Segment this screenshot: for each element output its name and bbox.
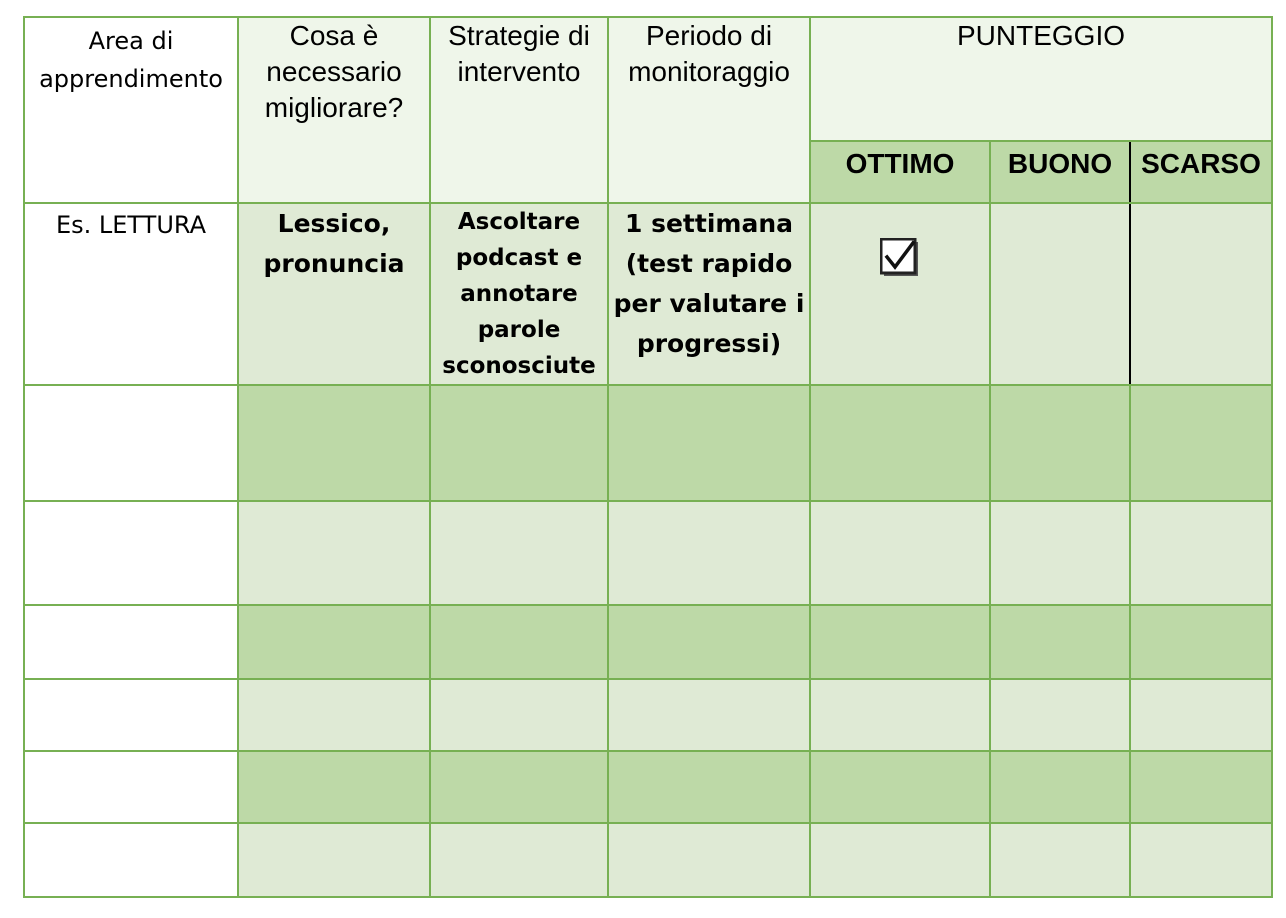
row-cell-buono[interactable] [990,605,1130,679]
example-row [24,203,1272,385]
example-improve-line-2: pronuncia [263,249,405,278]
header-score-label: PUNTEGGIO [956,20,1125,51]
header-improve-line-1: Cosa è [289,20,379,51]
row-cell-ottimo[interactable] [810,751,990,823]
example-period-line-3: per valutare i [613,289,805,318]
row-cell-ottimo[interactable] [810,501,990,605]
checkbox-checked-icon[interactable] [880,238,920,278]
header-improve-line-2: necessario [266,56,402,87]
header-period-line-2: monitoraggio [628,56,790,87]
table-row [24,605,1272,679]
row-cell-buono[interactable] [990,679,1130,751]
row-cell-buono[interactable] [990,751,1130,823]
row-cell-buono[interactable] [990,823,1130,897]
row-cell-ottimo[interactable] [810,605,990,679]
table-row [24,385,1272,501]
header-period-line-1: Periodo di [645,20,773,51]
header-area [24,17,238,203]
example-strategies-line-5: sconosciute [442,353,596,379]
row-cell-area[interactable] [24,679,238,751]
example-strategies-line-4: parole [477,317,561,343]
row-cell-scarso[interactable] [1130,605,1272,679]
row-cell-period[interactable] [608,605,810,679]
score-level-ottimo: OTTIMO [810,141,990,203]
header-area-line-1: Area di [88,27,174,55]
row-cell-improve[interactable] [238,823,430,897]
row-cell-scarso[interactable] [1130,679,1272,751]
score-level-buono: BUONO [990,141,1130,203]
header-strategies-line-1: Strategie di [448,20,590,51]
example-score-buono[interactable] [990,203,1130,385]
row-cell-ottimo[interactable] [810,385,990,501]
row-cell-period[interactable] [608,679,810,751]
example-strategies[interactable] [430,203,608,385]
row-cell-area[interactable] [24,385,238,501]
row-cell-scarso[interactable] [1130,385,1272,501]
header-area-line-2: apprendimento [39,65,223,93]
header-strategies [430,17,608,203]
row-cell-strategies[interactable] [430,679,608,751]
row-cell-period[interactable] [608,501,810,605]
example-strategies-line-2: podcast e [455,245,583,271]
example-improve-line-1: Lessico, [277,209,391,238]
row-cell-ottimo[interactable] [810,823,990,897]
example-period[interactable] [608,203,810,385]
example-strategies-line-3: annotare [460,281,578,307]
table-row [24,501,1272,605]
header-improve-line-3: migliorare? [264,92,404,123]
row-cell-improve[interactable] [238,679,430,751]
example-score-scarso[interactable] [1130,203,1272,385]
row-cell-period[interactable] [608,823,810,897]
example-improve[interactable] [238,203,430,385]
row-cell-scarso[interactable] [1130,823,1272,897]
row-cell-buono[interactable] [990,501,1130,605]
row-cell-area[interactable] [24,605,238,679]
table-row [24,679,1272,751]
row-cell-strategies[interactable] [430,751,608,823]
table-row [24,751,1272,823]
row-cell-area[interactable] [24,751,238,823]
row-cell-strategies[interactable] [430,823,608,897]
header-score [810,17,1272,141]
row-cell-improve[interactable] [238,385,430,501]
row-cell-improve[interactable] [238,501,430,605]
row-cell-scarso[interactable] [1130,751,1272,823]
example-period-line-4: progressi) [636,329,782,358]
header-period [608,17,810,203]
row-cell-strategies[interactable] [430,605,608,679]
example-period-line-1: 1 settimana [625,209,793,238]
example-strategies-line-1: Ascoltare [457,209,581,235]
score-level-scarso: SCARSO [1130,141,1272,203]
example-period-line-2: (test rapido [625,249,793,278]
header-row [24,17,1272,141]
row-cell-area[interactable] [24,823,238,897]
row-cell-ottimo[interactable] [810,679,990,751]
row-cell-buono[interactable] [990,385,1130,501]
row-cell-scarso[interactable] [1130,501,1272,605]
learning-plan-table [23,16,1273,898]
row-cell-period[interactable] [608,385,810,501]
header-strategies-line-2: intervento [457,56,581,87]
example-area[interactable]: Es. LETTURA [24,203,238,385]
row-cell-improve[interactable] [238,751,430,823]
row-cell-strategies[interactable] [430,501,608,605]
learning-plan-table-container [23,16,1271,897]
header-improve [238,17,430,203]
row-cell-area[interactable] [24,501,238,605]
row-cell-period[interactable] [608,751,810,823]
example-score-ottimo[interactable] [810,203,990,385]
row-cell-improve[interactable] [238,605,430,679]
row-cell-strategies[interactable] [430,385,608,501]
table-row [24,823,1272,897]
